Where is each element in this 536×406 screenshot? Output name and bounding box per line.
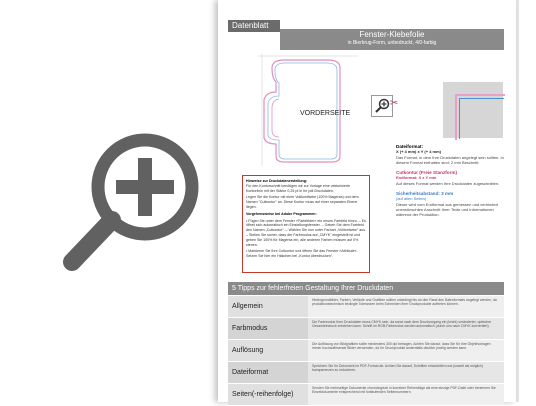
product-subtitle: in Bierkrug-Form, unbedruckt, 4/0-farbig	[347, 40, 437, 46]
tip-label: Farbmodus	[228, 318, 308, 339]
info-text-1: Für den Konturschnitt benötigen wir zur Vorlage eine vektorisierte Konturlinie mit der Stärke 0,25 pt in Ihr pdf-Druckdaten.	[246, 183, 351, 193]
tip-text: Speichern Sie Ihr Dokument im PDF-Format ab. Achten Sie darauf, Schriften einzubetten und (soweit als möglich) transparenzen zu reduzieren.	[308, 362, 504, 383]
tip-label: Allgemein	[228, 296, 308, 317]
safe-text: Dieser wird vom Endformat aus gemessen und verhindert unerwünschten Anschnitt Ihrer Texte und Informationen während der Produktion.	[396, 201, 499, 218]
tip-row-seitenreihenfolge	[228, 384, 504, 406]
front-label: VORDERSEITE	[300, 110, 351, 117]
datasheet-page	[218, 0, 516, 402]
safe-heading: Sicherheitsabstand: 3 mm	[396, 191, 454, 197]
datasheet-tab: Datenblatt	[228, 20, 280, 32]
tip-text: Hintergrundbilder, Farben, Verläufe und Grafiken sollten unbedingt bis an den Rand des Datenformats angelegt werden, da produktionstechnisch bedingte Toleranzen beim Schneiden Ihrer Druckprodukte auftreten können.	[308, 296, 504, 317]
product-title: Fenster-Klebefolie	[359, 30, 425, 39]
tip-text: Die Farbmodus Ihrer Druckdaten muss CMYK sein, da sonst nach dem Druckvorgang ein (leicht) veränderter, optischer Gesamteindruck entstehen kann. Schrift im RGB-Farbmodus werden automatisch (durch uns nach CMYK konvertiert).	[308, 318, 504, 339]
zoom-in-icon[interactable]	[50, 122, 210, 282]
tip-row-aufloesung	[228, 340, 504, 362]
tip-row-dateiformat	[228, 362, 504, 384]
tips-heading: 5 Tipps zur fehlerfreien Gestaltung Ihrer Druckdaten	[228, 282, 504, 295]
format-value: X (+ 4 mm) x Y (+ 4 mm)	[396, 149, 441, 155]
info-text-4: • Markieren Sie Ihre Cutkontur und öffnen Sie das Fenster »Attribute«. Setzen Sie hier ein Häkchen bei „Kontur überdrucken".	[246, 249, 358, 259]
safe-line-preview	[459, 98, 504, 139]
tip-label: Auflösung	[228, 340, 308, 361]
tip-label: Seiten(-reihenfolge)	[228, 384, 308, 405]
format-text: Das Format, in dem Ihre Druckdaten angelegt sein sollten. In diesem Format enthalten sind: 2 mm Beschnitt.	[396, 154, 504, 165]
info-text-2: Legen Sie die Kontur mit einer Vollkontfarbe (100% Magenta) und dem Namen "Cutkontur" an. Diese Kontur muss auf einer separaten Ebene liegen.	[246, 195, 359, 209]
page-stack-edge-line	[516, 0, 519, 402]
format-info	[396, 140, 506, 218]
bleed-preview	[443, 82, 503, 138]
info-heading-2: Vorgehensweise bei Adobe Programmen:	[246, 211, 317, 216]
tip-row-farbmodus	[228, 318, 504, 340]
info-heading-1: Hinweise zur Druckdatenerstellung:	[246, 179, 308, 183]
cut-heading: Cutkontur (Freie Stanzform)	[396, 170, 457, 176]
info-text-3: • Fügen Sie unter dem Fenster »Farbfelder« ein neues Farbfeld hinzu. – Es öffnet sich automatisch ein Einstellungsfenster. – Geben Sie dem Farbfeld den Namen „Cutkontur". – Wählen Sie nun unter Farbart „Volltonfarbe" aus. – Stellen Sie sicher, dass der Farbmodus auf „CMYK" eingestellt ist und geben Sie 100% für Magenta ein, alle anderen Farben müssen auf 0% stehen.	[246, 218, 367, 247]
tip-text: Die Auflösung von Bildgrafiken sollte mindestens 300 dpi betragen. Achten Sie darauf, dass Sie für Ihre Objektvorlagen immer hochauflösende Bilder verwenden, da Ihr Druckprodukt andernfalls deutlich pixelig werden kann.	[308, 340, 504, 361]
tip-text: Senden Sie mehrseitige Dokumente chronologisch in korrekter Reihenfolge als eine einzige PDF-Datei oder benennen Sie Einzeldokumente entsprechend mit fortlaufenden Seitennummern.	[308, 384, 504, 405]
safe-value: (auf allen Seiten)	[396, 196, 427, 202]
tip-row-allgemein	[228, 296, 504, 318]
scissors-icon: ✂	[390, 98, 399, 109]
tip-label: Dateiformat	[228, 362, 308, 383]
tips-table	[228, 296, 504, 406]
title-banner	[280, 29, 504, 50]
cut-text: Auf dieses Format werden Ihre Druckdaten zugeschnitten.	[396, 180, 500, 186]
cut-value: Endformat: X x Y mm	[396, 175, 437, 181]
print-info-box	[242, 175, 370, 273]
format-heading: Dateiformat:	[396, 144, 424, 149]
